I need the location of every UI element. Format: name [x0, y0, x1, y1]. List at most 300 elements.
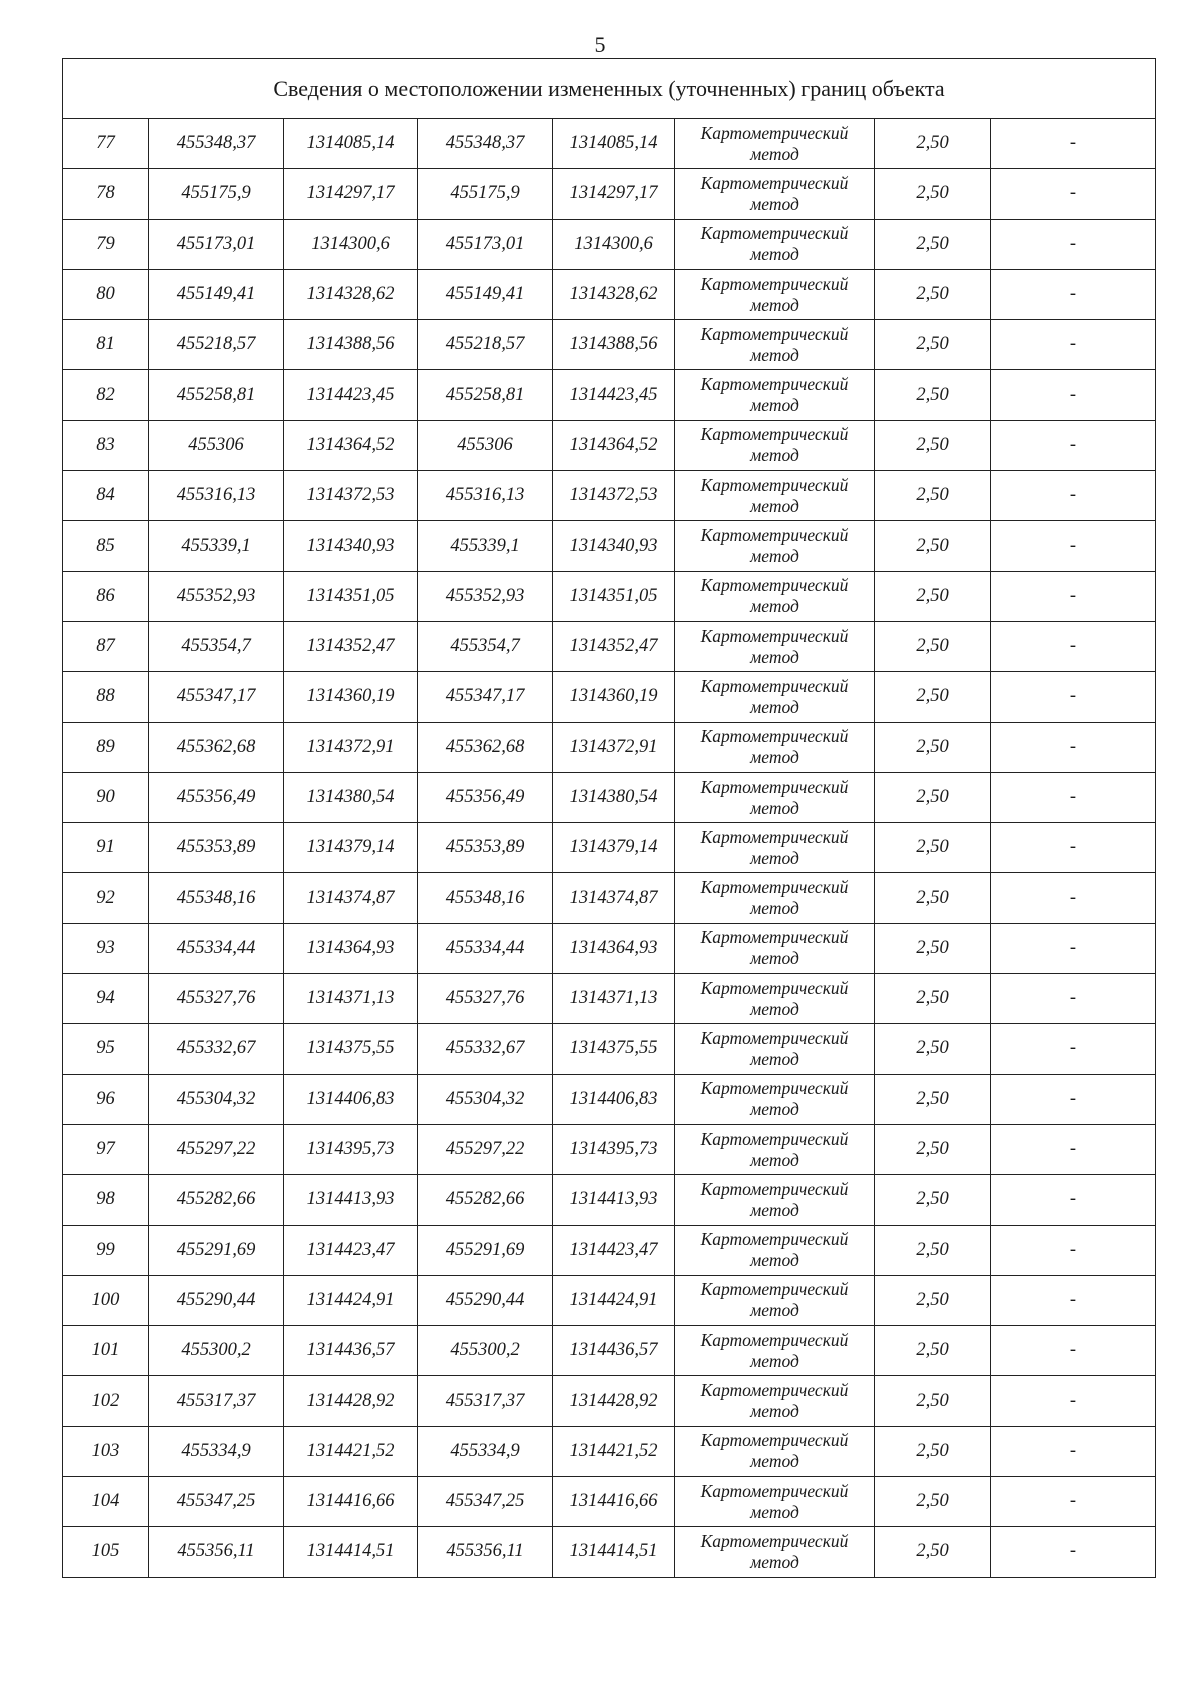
y-new-cell: 1314413,93 — [553, 1175, 675, 1225]
accuracy-cell: 2,50 — [875, 420, 991, 470]
method-line-2: метод — [750, 143, 799, 164]
description-cell: - — [991, 873, 1156, 923]
accuracy-cell: 2,50 — [875, 873, 991, 923]
method-line-2: метод — [750, 244, 799, 265]
x-existing-cell: 455282,66 — [149, 1175, 284, 1225]
method-cell — [675, 1124, 875, 1174]
x-new-cell: 455316,13 — [418, 471, 553, 521]
method-line-2: метод — [750, 1250, 799, 1271]
point-number-cell: 81 — [63, 320, 149, 370]
x-new-cell: 455297,22 — [418, 1124, 553, 1174]
table-row — [63, 1477, 1156, 1527]
method-cell — [675, 1477, 875, 1527]
x-new-cell: 455356,11 — [418, 1527, 553, 1577]
accuracy-cell: 2,50 — [875, 672, 991, 722]
description-cell: - — [991, 1024, 1156, 1074]
x-new-cell: 455306 — [418, 420, 553, 470]
accuracy-cell: 2,50 — [875, 1376, 991, 1426]
method-line-1: Картометрический — [700, 474, 849, 495]
accuracy-cell: 2,50 — [875, 471, 991, 521]
method-cell — [675, 169, 875, 219]
table-row — [63, 1175, 1156, 1225]
x-new-cell: 455352,93 — [418, 571, 553, 621]
point-number-cell: 103 — [63, 1426, 149, 1476]
method-cell — [675, 269, 875, 319]
method-cell — [675, 772, 875, 822]
method-line-2: метод — [750, 294, 799, 315]
y-existing-cell: 1314388,56 — [284, 320, 418, 370]
method-line-2: метод — [750, 1401, 799, 1422]
description-cell: - — [991, 320, 1156, 370]
table-row — [63, 521, 1156, 571]
x-existing-cell: 455352,93 — [149, 571, 284, 621]
method-line-1: Картометрический — [700, 1279, 849, 1300]
accuracy-cell: 2,50 — [875, 521, 991, 571]
accuracy-cell: 2,50 — [875, 1426, 991, 1476]
x-existing-cell: 455327,76 — [149, 974, 284, 1024]
accuracy-cell: 2,50 — [875, 974, 991, 1024]
method-line-2: метод — [750, 948, 799, 969]
x-existing-cell: 455173,01 — [149, 219, 284, 269]
method-line-2: метод — [750, 1199, 799, 1220]
x-existing-cell: 455362,68 — [149, 722, 284, 772]
x-new-cell: 455149,41 — [418, 269, 553, 319]
method-line-2: метод — [750, 596, 799, 617]
accuracy-cell: 2,50 — [875, 571, 991, 621]
table-row — [63, 1376, 1156, 1426]
method-line-2: метод — [750, 646, 799, 667]
description-cell: - — [991, 420, 1156, 470]
x-new-cell: 455362,68 — [418, 722, 553, 772]
y-existing-cell: 1314379,14 — [284, 823, 418, 873]
point-number-cell: 78 — [63, 169, 149, 219]
description-cell: - — [991, 471, 1156, 521]
y-existing-cell: 1314380,54 — [284, 772, 418, 822]
x-new-cell: 455175,9 — [418, 169, 553, 219]
description-cell: - — [991, 119, 1156, 169]
y-existing-cell: 1314414,51 — [284, 1527, 418, 1577]
description-cell: - — [991, 370, 1156, 420]
description-cell: - — [991, 823, 1156, 873]
table-title: Сведения о местоположении измененных (уточненных) границ объекта — [63, 59, 1156, 119]
method-line-2: метод — [750, 847, 799, 868]
y-existing-cell: 1314413,93 — [284, 1175, 418, 1225]
method-line-1: Картометрический — [700, 122, 849, 143]
point-number-cell: 99 — [63, 1225, 149, 1275]
method-line-2: метод — [750, 546, 799, 567]
y-existing-cell: 1314372,53 — [284, 471, 418, 521]
method-line-1: Картометрический — [700, 1480, 849, 1501]
method-cell — [675, 1326, 875, 1376]
x-existing-cell: 455347,17 — [149, 672, 284, 722]
description-cell: - — [991, 219, 1156, 269]
method-line-2: метод — [750, 1551, 799, 1572]
y-new-cell: 1314085,14 — [553, 119, 675, 169]
x-new-cell: 455258,81 — [418, 370, 553, 420]
point-number-cell: 98 — [63, 1175, 149, 1225]
method-line-2: метод — [750, 495, 799, 516]
x-new-cell: 455334,9 — [418, 1426, 553, 1476]
x-existing-cell: 455339,1 — [149, 521, 284, 571]
method-line-1: Картометрический — [700, 776, 849, 797]
description-cell: - — [991, 672, 1156, 722]
x-existing-cell: 455291,69 — [149, 1225, 284, 1275]
x-existing-cell: 455356,49 — [149, 772, 284, 822]
y-new-cell: 1314352,47 — [553, 621, 675, 671]
point-number-cell: 95 — [63, 1024, 149, 1074]
table-row — [63, 974, 1156, 1024]
method-line-1: Картометрический — [700, 1078, 849, 1099]
x-existing-cell: 455334,44 — [149, 923, 284, 973]
method-line-1: Картометрический — [700, 625, 849, 646]
method-line-1: Картометрический — [700, 1380, 849, 1401]
table-row — [63, 571, 1156, 621]
method-line-1: Картометрический — [700, 1530, 849, 1551]
y-new-cell: 1314428,92 — [553, 1376, 675, 1426]
y-existing-cell: 1314364,93 — [284, 923, 418, 973]
table-row — [63, 722, 1156, 772]
method-cell — [675, 1074, 875, 1124]
table-row — [63, 923, 1156, 973]
x-existing-cell: 455297,22 — [149, 1124, 284, 1174]
method-line-1: Картометрический — [700, 172, 849, 193]
method-line-1: Картометрический — [700, 1430, 849, 1451]
x-existing-cell: 455317,37 — [149, 1376, 284, 1426]
point-number-cell: 102 — [63, 1376, 149, 1426]
method-line-2: метод — [750, 747, 799, 768]
y-new-cell: 1314388,56 — [553, 320, 675, 370]
y-new-cell: 1314372,53 — [553, 471, 675, 521]
table-row — [63, 1124, 1156, 1174]
point-number-cell: 79 — [63, 219, 149, 269]
x-new-cell: 455304,32 — [418, 1074, 553, 1124]
point-number-cell: 87 — [63, 621, 149, 671]
y-new-cell: 1314328,62 — [553, 269, 675, 319]
description-cell: - — [991, 974, 1156, 1024]
table-row — [63, 1074, 1156, 1124]
y-new-cell: 1314372,91 — [553, 722, 675, 772]
description-cell: - — [991, 1326, 1156, 1376]
y-new-cell: 1314395,73 — [553, 1124, 675, 1174]
table-row — [63, 269, 1156, 319]
description-cell: - — [991, 1527, 1156, 1577]
method-line-1: Картометрический — [700, 1229, 849, 1250]
x-existing-cell: 455304,32 — [149, 1074, 284, 1124]
method-line-1: Картометрический — [700, 877, 849, 898]
description-cell: - — [991, 571, 1156, 621]
table-row — [63, 420, 1156, 470]
x-new-cell: 455327,76 — [418, 974, 553, 1024]
method-line-1: Картометрический — [700, 1128, 849, 1149]
table-row — [63, 169, 1156, 219]
method-line-1: Картометрический — [700, 223, 849, 244]
method-cell — [675, 873, 875, 923]
y-existing-cell: 1314423,45 — [284, 370, 418, 420]
description-cell: - — [991, 722, 1156, 772]
y-existing-cell: 1314371,13 — [284, 974, 418, 1024]
description-cell: - — [991, 1175, 1156, 1225]
x-existing-cell: 455347,25 — [149, 1477, 284, 1527]
y-new-cell: 1314424,91 — [553, 1275, 675, 1325]
point-number-cell: 93 — [63, 923, 149, 973]
boundary-coordinates-table — [62, 58, 1156, 1578]
point-number-cell: 84 — [63, 471, 149, 521]
method-cell — [675, 219, 875, 269]
y-new-cell: 1314406,83 — [553, 1074, 675, 1124]
y-existing-cell: 1314351,05 — [284, 571, 418, 621]
description-cell: - — [991, 1477, 1156, 1527]
x-new-cell: 455218,57 — [418, 320, 553, 370]
table-row — [63, 1326, 1156, 1376]
method-cell — [675, 119, 875, 169]
table-row — [63, 1527, 1156, 1577]
method-line-1: Картометрический — [700, 323, 849, 344]
description-cell: - — [991, 521, 1156, 571]
accuracy-cell: 2,50 — [875, 1527, 991, 1577]
x-existing-cell: 455306 — [149, 420, 284, 470]
method-line-1: Картометрический — [700, 1329, 849, 1350]
point-number-cell: 83 — [63, 420, 149, 470]
point-number-cell: 100 — [63, 1275, 149, 1325]
y-new-cell: 1314436,57 — [553, 1326, 675, 1376]
point-number-cell: 80 — [63, 269, 149, 319]
y-new-cell: 1314414,51 — [553, 1527, 675, 1577]
point-number-cell: 90 — [63, 772, 149, 822]
method-line-2: метод — [750, 1501, 799, 1522]
point-number-cell: 94 — [63, 974, 149, 1024]
table-title-row — [63, 59, 1156, 119]
accuracy-cell: 2,50 — [875, 370, 991, 420]
method-line-1: Картометрический — [700, 927, 849, 948]
x-new-cell: 455300,2 — [418, 1326, 553, 1376]
method-line-2: метод — [750, 696, 799, 717]
x-existing-cell: 455354,7 — [149, 621, 284, 671]
accuracy-cell: 2,50 — [875, 1477, 991, 1527]
method-line-1: Картометрический — [700, 525, 849, 546]
method-cell — [675, 1527, 875, 1577]
method-line-1: Картометрический — [700, 374, 849, 395]
method-cell — [675, 621, 875, 671]
x-new-cell: 455282,66 — [418, 1175, 553, 1225]
description-cell: - — [991, 269, 1156, 319]
page-number: 5 — [594, 32, 606, 57]
point-number-cell: 85 — [63, 521, 149, 571]
x-existing-cell: 455300,2 — [149, 1326, 284, 1376]
y-existing-cell: 1314416,66 — [284, 1477, 418, 1527]
y-new-cell: 1314340,93 — [553, 521, 675, 571]
method-cell — [675, 823, 875, 873]
method-line-2: метод — [750, 344, 799, 365]
y-new-cell: 1314360,19 — [553, 672, 675, 722]
point-number-cell: 97 — [63, 1124, 149, 1174]
x-existing-cell: 455356,11 — [149, 1527, 284, 1577]
x-new-cell: 455354,7 — [418, 621, 553, 671]
y-existing-cell: 1314406,83 — [284, 1074, 418, 1124]
y-new-cell: 1314300,6 — [553, 219, 675, 269]
method-line-1: Картометрический — [700, 273, 849, 294]
y-existing-cell: 1314428,92 — [284, 1376, 418, 1426]
description-cell: - — [991, 1426, 1156, 1476]
accuracy-cell: 2,50 — [875, 1175, 991, 1225]
x-new-cell: 455348,37 — [418, 119, 553, 169]
y-existing-cell: 1314352,47 — [284, 621, 418, 671]
x-new-cell: 455347,25 — [418, 1477, 553, 1527]
x-new-cell: 455332,67 — [418, 1024, 553, 1074]
method-line-1: Картометрический — [700, 424, 849, 445]
method-cell — [675, 521, 875, 571]
method-cell — [675, 571, 875, 621]
y-existing-cell: 1314424,91 — [284, 1275, 418, 1325]
point-number-cell: 86 — [63, 571, 149, 621]
x-existing-cell: 455353,89 — [149, 823, 284, 873]
table-row — [63, 1024, 1156, 1074]
table-row — [63, 873, 1156, 923]
x-new-cell: 455348,16 — [418, 873, 553, 923]
y-new-cell: 1314421,52 — [553, 1426, 675, 1476]
table-row — [63, 1225, 1156, 1275]
description-cell: - — [991, 1124, 1156, 1174]
point-number-cell: 92 — [63, 873, 149, 923]
y-new-cell: 1314297,17 — [553, 169, 675, 219]
accuracy-cell: 2,50 — [875, 1275, 991, 1325]
method-cell — [675, 1275, 875, 1325]
x-existing-cell: 455348,37 — [149, 119, 284, 169]
y-new-cell: 1314380,54 — [553, 772, 675, 822]
x-existing-cell: 455290,44 — [149, 1275, 284, 1325]
y-existing-cell: 1314364,52 — [284, 420, 418, 470]
y-new-cell: 1314364,93 — [553, 923, 675, 973]
table-row — [63, 1275, 1156, 1325]
x-new-cell: 455291,69 — [418, 1225, 553, 1275]
y-existing-cell: 1314360,19 — [284, 672, 418, 722]
method-cell — [675, 1225, 875, 1275]
description-cell: - — [991, 1376, 1156, 1426]
accuracy-cell: 2,50 — [875, 1074, 991, 1124]
y-new-cell: 1314375,55 — [553, 1024, 675, 1074]
point-number-cell: 77 — [63, 119, 149, 169]
y-existing-cell: 1314085,14 — [284, 119, 418, 169]
method-line-1: Картометрический — [700, 826, 849, 847]
description-cell: - — [991, 923, 1156, 973]
description-cell: - — [991, 621, 1156, 671]
method-cell — [675, 420, 875, 470]
y-existing-cell: 1314421,52 — [284, 1426, 418, 1476]
x-new-cell: 455356,49 — [418, 772, 553, 822]
point-number-cell: 91 — [63, 823, 149, 873]
table-row — [63, 119, 1156, 169]
point-number-cell: 89 — [63, 722, 149, 772]
table-row — [63, 320, 1156, 370]
x-existing-cell: 455258,81 — [149, 370, 284, 420]
y-new-cell: 1314351,05 — [553, 571, 675, 621]
point-number-cell: 82 — [63, 370, 149, 420]
y-existing-cell: 1314297,17 — [284, 169, 418, 219]
method-cell — [675, 471, 875, 521]
x-existing-cell: 455218,57 — [149, 320, 284, 370]
method-cell — [675, 1175, 875, 1225]
method-line-2: метод — [750, 395, 799, 416]
method-line-1: Картометрический — [700, 726, 849, 747]
x-existing-cell: 455348,16 — [149, 873, 284, 923]
y-existing-cell: 1314375,55 — [284, 1024, 418, 1074]
point-number-cell: 105 — [63, 1527, 149, 1577]
table-row — [63, 672, 1156, 722]
description-cell: - — [991, 169, 1156, 219]
y-existing-cell: 1314372,91 — [284, 722, 418, 772]
method-line-2: метод — [750, 1451, 799, 1472]
table-body — [63, 119, 1156, 1578]
y-new-cell: 1314423,45 — [553, 370, 675, 420]
method-line-1: Картометрический — [700, 675, 849, 696]
x-existing-cell: 455149,41 — [149, 269, 284, 319]
y-new-cell: 1314371,13 — [553, 974, 675, 1024]
method-cell — [675, 672, 875, 722]
y-new-cell: 1314416,66 — [553, 1477, 675, 1527]
y-new-cell: 1314364,52 — [553, 420, 675, 470]
method-line-2: метод — [750, 998, 799, 1019]
description-cell: - — [991, 1275, 1156, 1325]
method-line-1: Картометрический — [700, 977, 849, 998]
table-row — [63, 823, 1156, 873]
x-new-cell: 455173,01 — [418, 219, 553, 269]
x-new-cell: 455290,44 — [418, 1275, 553, 1325]
method-line-2: метод — [750, 193, 799, 214]
method-cell — [675, 923, 875, 973]
method-line-2: метод — [750, 1048, 799, 1069]
method-line-1: Картометрический — [700, 1178, 849, 1199]
table-row — [63, 471, 1156, 521]
point-number-cell: 88 — [63, 672, 149, 722]
table-row — [63, 621, 1156, 671]
x-existing-cell: 455332,67 — [149, 1024, 284, 1074]
method-line-1: Картометрический — [700, 575, 849, 596]
y-existing-cell: 1314300,6 — [284, 219, 418, 269]
table-row — [63, 772, 1156, 822]
accuracy-cell: 2,50 — [875, 923, 991, 973]
table-row — [63, 1426, 1156, 1476]
y-existing-cell: 1314436,57 — [284, 1326, 418, 1376]
description-cell: - — [991, 772, 1156, 822]
accuracy-cell: 2,50 — [875, 1024, 991, 1074]
x-new-cell: 455339,1 — [418, 521, 553, 571]
method-cell — [675, 974, 875, 1024]
method-cell — [675, 370, 875, 420]
y-new-cell: 1314374,87 — [553, 873, 675, 923]
accuracy-cell: 2,50 — [875, 1326, 991, 1376]
method-cell — [675, 1426, 875, 1476]
method-line-2: метод — [750, 797, 799, 818]
y-existing-cell: 1314328,62 — [284, 269, 418, 319]
method-cell — [675, 1024, 875, 1074]
accuracy-cell: 2,50 — [875, 1124, 991, 1174]
method-line-2: метод — [750, 1300, 799, 1321]
method-cell — [675, 722, 875, 772]
accuracy-cell: 2,50 — [875, 269, 991, 319]
method-line-2: метод — [750, 898, 799, 919]
accuracy-cell: 2,50 — [875, 219, 991, 269]
x-existing-cell: 455334,9 — [149, 1426, 284, 1476]
y-existing-cell: 1314374,87 — [284, 873, 418, 923]
method-line-2: метод — [750, 1149, 799, 1170]
accuracy-cell: 2,50 — [875, 1225, 991, 1275]
description-cell: - — [991, 1225, 1156, 1275]
point-number-cell: 96 — [63, 1074, 149, 1124]
x-existing-cell: 455316,13 — [149, 471, 284, 521]
y-existing-cell: 1314395,73 — [284, 1124, 418, 1174]
description-cell: - — [991, 1074, 1156, 1124]
y-new-cell: 1314423,47 — [553, 1225, 675, 1275]
point-number-cell: 104 — [63, 1477, 149, 1527]
